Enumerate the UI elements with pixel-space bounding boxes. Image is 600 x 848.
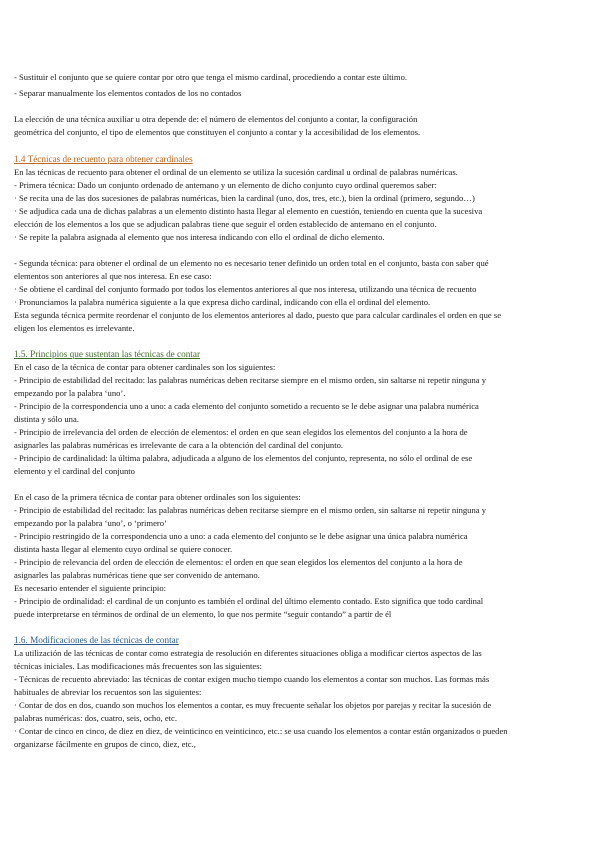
sub-bullet-line: palabras numéricas: dos, cuatro, seis, ocho, etc. (14, 713, 177, 723)
section-heading-1-5: 1.5. Principios que sustentan las técnicas de contar (14, 349, 200, 359)
paragraph-line: En el caso de la técnica de contar para obtener cardinales son los siguientes: (14, 362, 276, 372)
bullet-line: asignarles las palabras numéricas tiene que ser convenido de antemano. (14, 570, 260, 580)
bullet-line: - Principio de la correspondencia uno a uno: a cada elemento del conjunto sometido a recuento se le debe asignar una palabra numérica (14, 401, 479, 411)
section-heading-1-6: 1.6. Modificaciones de las técnicas de contar (14, 635, 179, 645)
bullet-line: - Principio restringido de la correspondencia uno a uno: a cada elemento del conjunto se le debe asignar una única palabra numérica (14, 531, 468, 541)
bullet-line: - Principio de irrelevancia del orden de elección de elementos: el orden en que sean elegidos los elementos del conjunto a la hora de (14, 427, 468, 437)
sub-bullet-line: elección de los elementos a los que se adjudican palabras tiene que seguir el orden establecido de antemano en el conjunto. (14, 219, 437, 229)
bullet-line: puede interpretarse en términos de ordinal de un elemento, lo que nos permite “seguir contando” a partir de él (14, 609, 392, 619)
paragraph-line: técnicas iniciales. Las modificaciones más frecuentes son las siguientes: (14, 661, 262, 671)
bullet-line: - Segunda técnica: para obtener el ordinal de un elemento no es necesario tener definido un orden total en el conjunto, basta con saber qué (14, 258, 489, 268)
paragraph-line: Es necesario entender el siguiente principio: (14, 583, 167, 593)
bullet-line: - Separar manualmente los elementos contados de los no contados (14, 88, 242, 98)
sub-bullet-line: · Contar de dos en dos, cuando son muchos los elementos a contar, es muy frecuente señalar los objetos por parejas y recitar la sucesión de (14, 700, 492, 710)
bullet-line: - Principio de ordinalidad: el cardinal de un conjunto es también el ordinal del último elemento contado. Esto significa que todo cardinal (14, 596, 484, 606)
bullet-line: empezando por la palabra ‘uno’, o ‘primero’ (14, 518, 167, 528)
bullet-line: - Principio de cardinalidad: la última palabra, adjudicada a alguno de los elementos del conjunto, representa, no sólo el ordinal de ese (14, 453, 473, 463)
paragraph-line: En las técnicas de recuento para obtener el ordinal de un elemento se utiliza la sucesión cardinal u ordinal de palabras numéricas. (14, 167, 458, 177)
paragraph-line: geométrica del conjunto, el tipo de elementos que constituyen el conjunto a contar y la accesibilidad de los elementos. (14, 127, 421, 137)
sub-bullet-line: · Contar de cinco en cinco, de diez en diez, de veinticinco en veinticinco, etc.: se usa cuando los elementos a contar están organizados o pueden (14, 726, 508, 736)
bullet-line: - Principio de estabilidad del recitado: las palabras numéricas deben recitarse siempre en el mismo orden, sin saltarse ni repetir ninguna y (14, 375, 487, 385)
paragraph-line: En el caso de la primera técnica de contar para obtener ordinales son los siguientes: (14, 492, 301, 502)
bullet-line: elementos son anteriores al que nos interesa. En ese caso: (14, 271, 212, 281)
sub-bullet-line: · Se repite la palabra asignada al elemento que nos interesa indicando con ello el ordinal de dicho elemento. (14, 232, 385, 242)
paragraph-line: La elección de una técnica auxiliar u otra depende de: el número de elementos del conjunto a contar, la configuración (14, 114, 418, 124)
section-heading-1-4: 1.4 Técnicas de recuento para obtener cardinales (14, 154, 193, 164)
paragraph-line: eligen los elementos es irrelevante. (14, 323, 135, 333)
sub-bullet-line: organizarse fácilmente en grupos de cinco, diez, etc., (14, 739, 196, 749)
paragraph-line: La utilización de las técnicas de contar como estrategia de resolución en diferentes situaciones obliga a modificar ciertos aspectos de las (14, 648, 482, 658)
bullet-line: distinta y sólo una. (14, 414, 79, 424)
bullet-line: - Principio de relevancia del orden de elección de elementos: el orden en que sean elegidos los elementos del conjunto a la hora de (14, 557, 463, 567)
bullet-line: - Técnicas de recuento abreviado: las técnicas de contar exigen mucho tiempo cuando los elementos a contar son muchos. Las formas más (14, 674, 490, 684)
paragraph-line: Esta segunda técnica permite reordenar el conjunto de los elementos anteriores al dado, puesto que para calcular cardinales el orden en que se (14, 310, 502, 320)
bullet-line: asignarles las palabras numéricas es irrelevante de cara a la obtención del cardinal del conjunto. (14, 440, 344, 450)
sub-bullet-line: · Se adjudica cada una de dichas palabras a un elemento distinto hasta llegar al elemento en cuestión, teniendo en cuenta que la sucesiva (14, 206, 483, 216)
sub-bullet-line: · Se recita una de las dos sucesiones de palabras numéricas, bien la cardinal (uno, dos, tres, etc.), bien la ordinal (primero, segundo…) (14, 193, 475, 203)
bullet-line: distinta hasta llegar al elemento cuyo ordinal se quiere conocer. (14, 544, 233, 554)
bullet-line: empezando por la palabra ‘uno’. (14, 388, 126, 398)
bullet-line: habituales de abreviar los recuentos son las siguientes: (14, 687, 202, 697)
sub-bullet-line: · Se obtiene el cardinal del conjunto formado por todos los elementos anteriores al que nos interesa, utilizando una técnica de recuento (14, 284, 477, 294)
bullet-line: - Primera técnica: Dado un conjunto ordenado de antemano y un elemento de dicho conjunto cuyo ordinal queremos saber: (14, 180, 437, 190)
bullet-line: elemento y el cardinal del conjunto (14, 466, 135, 476)
bullet-line: - Sustituir el conjunto que se quiere contar por otro que tenga el mismo cardinal, procediendo a contar este último. (14, 72, 408, 82)
bullet-line: - Principio de estabilidad del recitado: las palabras numéricas deben recitarse siempre en el mismo orden, sin saltarse ni repetir ninguna y (14, 505, 487, 515)
sub-bullet-line: · Pronunciamos la palabra numérica siguiente a la que expresa dicho cardinal, indicando con ella el ordinal del elemento. (14, 297, 431, 307)
